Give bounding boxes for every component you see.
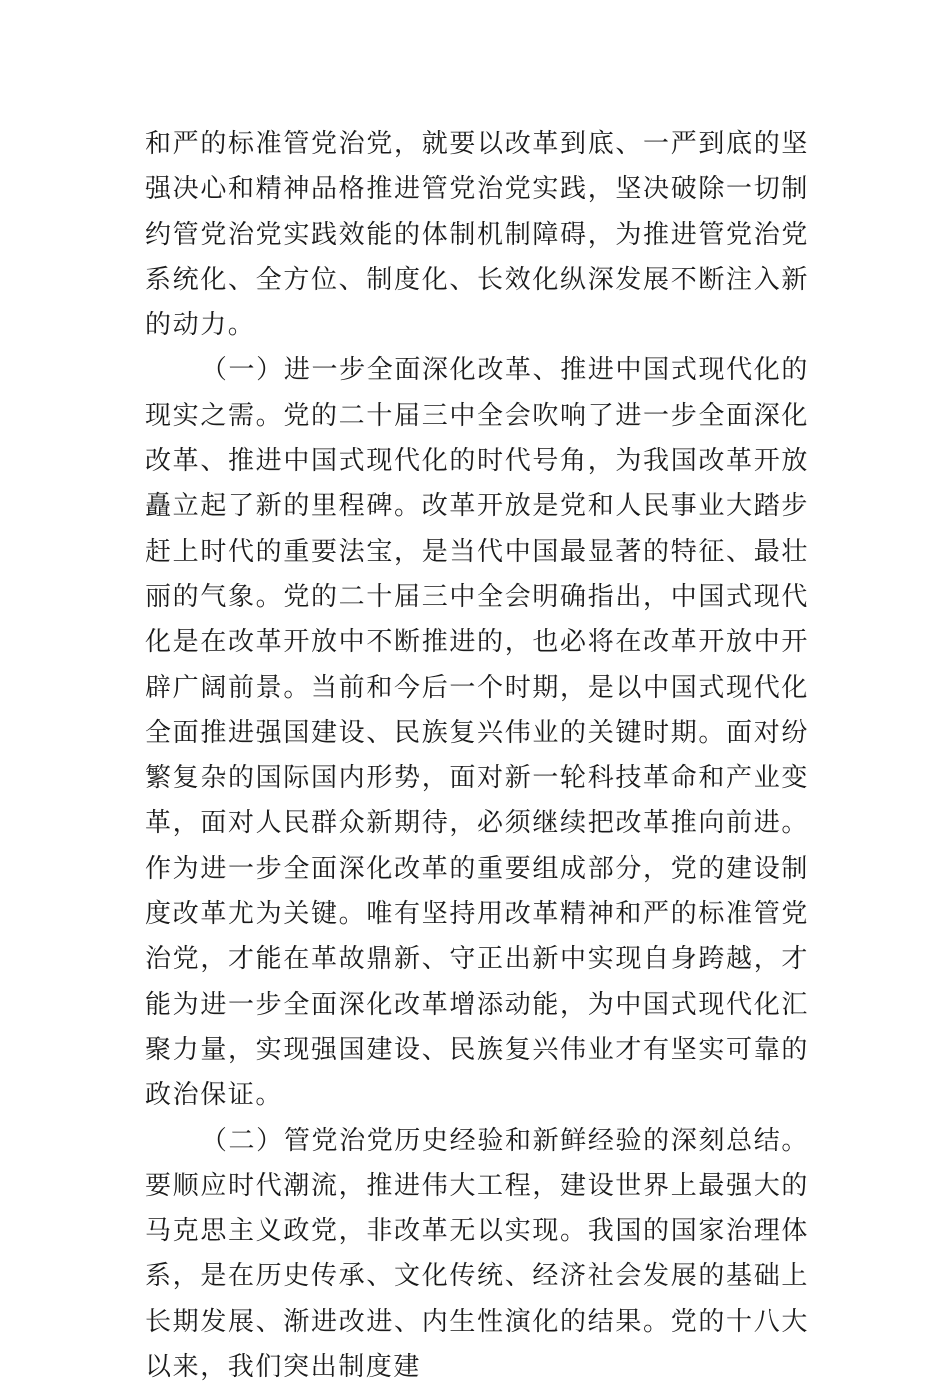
paragraph-section-1: （一）进一步全面深化改革、推进中国式现代化的现实之需。党的二十届三中全会吹响了进一步全面深化改革、推进中国式现代化的时代号角，为我国改革开放矗立起了新的里程碑。改革开放是党和人民事业大踏步赶上时代的重要法宝，是当代中国最显著的特征、最壮丽的气象。党的二十届三中全会明确指出，中国式现代化是在改革开放中不断推进的，也必将在改革开放中开辟广阔前景。当前和今后一个时期，是以中国式现代化全面推进强国建设、民族复兴伟业的关键时期。面对纷繁复杂的国际国内形势，面对新一轮科技革命和产业变革，面对人民群众新期待，必须继续把改革推向前进。作为进一步全面深化改革的重要组成部分，党的建设制度改革尤为关键。唯有坚持用改革精神和严的标准管党治党，才能在革故鼎新、守正出新中实现自身跨越，才能为进一步全面深化改革增添动能，为中国式现代化汇聚力量，实现强国建设、民族复兴伟业才有坚实可靠的政治保证。 (145, 355, 809, 1111)
paragraph-section-2: （二）管党治党历史经验和新鲜经验的深刻总结。要顺应时代潮流，推进伟大工程，建设世界上最强大的马克思主义政党，非改革无以实现。我国的国家治理体系，是在历史传承、文化传统、经济社会发展的基础上长期发展、渐进改进、内生性演化的结果。党的十八大以来，我们突出制度建 (145, 1125, 809, 1383)
document-body (145, 122, 809, 1390)
paragraph-continuation: 和严的标准管党治党，就要以改革到底、一严到底的坚强决心和精神品格推进管党治党实践，坚决破除一切制约管党治党实践效能的体制机制障碍，为推进管党治党系统化、全方位、制度化、长效化纵深发展不断注入新的动力。 (145, 129, 809, 341)
